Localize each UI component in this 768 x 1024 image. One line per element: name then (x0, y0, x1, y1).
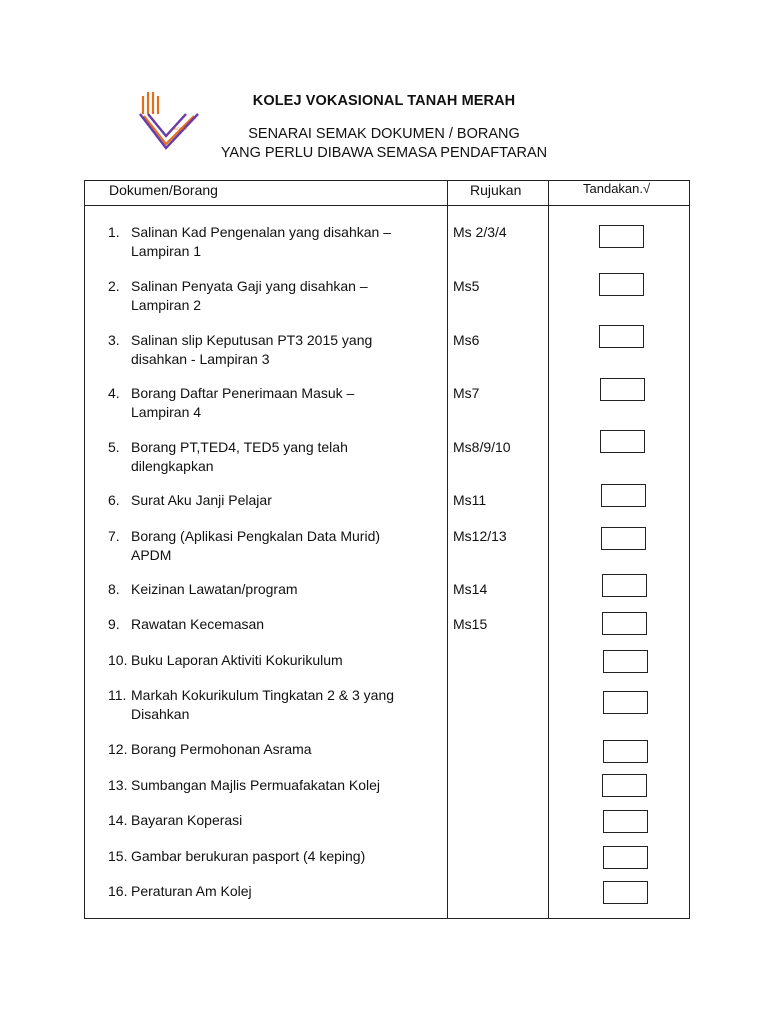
row-number: 9. (108, 616, 120, 632)
checkbox[interactable] (603, 810, 648, 833)
checkbox[interactable] (601, 484, 646, 507)
checkbox[interactable] (603, 650, 648, 673)
svg-text:KOLEJ: KOLEJ (174, 126, 187, 131)
row-reference: Ms12/13 (453, 528, 507, 544)
checkbox[interactable] (599, 225, 644, 248)
row-label: Rawatan Kecemasan (131, 616, 265, 632)
checkbox[interactable] (602, 612, 647, 635)
checkbox[interactable] (599, 273, 644, 296)
row-label: Salinan Kad Pengenalan yang disahkan – Lampiran 1 (131, 224, 391, 259)
row-number: 5. (108, 439, 120, 455)
header-reference: Rujukan (470, 182, 522, 198)
row-label: Borang Permohonan Asrama (131, 741, 312, 757)
row-number: 12. (108, 741, 128, 757)
checkbox[interactable] (603, 740, 648, 763)
header-tick: Tandakan.√ (583, 181, 651, 196)
row-label: Surat Aku Janji Pelajar (131, 492, 272, 508)
checkbox[interactable] (603, 691, 648, 714)
row-reference: Ms7 (453, 385, 480, 401)
row-number: 3. (108, 332, 120, 348)
row-number: 6. (108, 492, 120, 508)
row-number: 16. (108, 883, 128, 899)
row-reference: Ms15 (453, 616, 488, 632)
subtitle-line-2: YANG PERLU DIBAWA SEMASA PENDAFTARAN (220, 145, 548, 161)
row-number: 7. (108, 528, 120, 544)
row-label: Salinan slip Keputusan PT3 2015 yang disahkan - Lampiran 3 (131, 332, 373, 367)
row-number: 11. (108, 687, 127, 703)
checkbox[interactable] (599, 325, 644, 348)
row-number: 14. (108, 812, 128, 828)
column-divider-2 (548, 181, 549, 918)
row-label: Keizinan Lawatan/program (131, 581, 298, 597)
row-number: 15. (108, 848, 128, 864)
row-number: 13. (108, 777, 128, 793)
header-divider (85, 205, 689, 206)
checkbox[interactable] (600, 378, 645, 401)
row-label: Peraturan Am Kolej (131, 883, 252, 899)
row-number: 8. (108, 581, 120, 597)
row-label: Borang PT,TED4, TED5 yang telah dilengkapkan (131, 439, 348, 474)
row-label: Borang (Aplikasi Pengkalan Data Murid) APDM (131, 528, 381, 563)
checkbox[interactable] (603, 881, 648, 904)
checkbox[interactable] (603, 846, 648, 869)
column-divider-1 (447, 181, 448, 918)
row-label: Markah Kokurikulum Tingkatan 2 & 3 yang Disahkan (131, 687, 395, 722)
row-label: Borang Daftar Penerimaan Masuk – Lampiran 4 (131, 385, 355, 420)
row-label: Buku Laporan Aktiviti Kokurikulum (131, 652, 343, 668)
row-label: Gambar berukuran pasport (4 keping) (131, 848, 366, 864)
checkbox[interactable] (601, 527, 646, 550)
row-label: Salinan Penyata Gaji yang disahkan – Lampiran 2 (131, 278, 368, 313)
subtitle-line-1: SENARAI SEMAK DOKUMEN / BORANG (248, 126, 520, 142)
row-label: Bayaran Koperasi (131, 812, 243, 828)
row-reference: Ms 2/3/4 (453, 224, 507, 240)
row-reference: Ms8/9/10 (453, 439, 511, 455)
checkbox[interactable] (602, 574, 647, 597)
checkbox[interactable] (602, 774, 647, 797)
page-title: KOLEJ VOKASIONAL TANAH MERAH (252, 93, 516, 109)
row-number: 2. (108, 278, 120, 294)
row-number: 1. (108, 224, 120, 240)
row-reference: Ms6 (453, 332, 480, 348)
row-reference: Ms11 (453, 492, 487, 508)
row-label: Sumbangan Majlis Permuafakatan Kolej (131, 777, 381, 793)
header-document: Dokumen/Borang (109, 182, 218, 198)
checkbox[interactable] (600, 430, 645, 453)
row-number: 10. (108, 652, 128, 668)
row-reference: Ms5 (453, 278, 480, 294)
row-reference: Ms14 (453, 581, 488, 597)
checklist-table (84, 180, 690, 919)
row-number: 4. (108, 385, 120, 401)
